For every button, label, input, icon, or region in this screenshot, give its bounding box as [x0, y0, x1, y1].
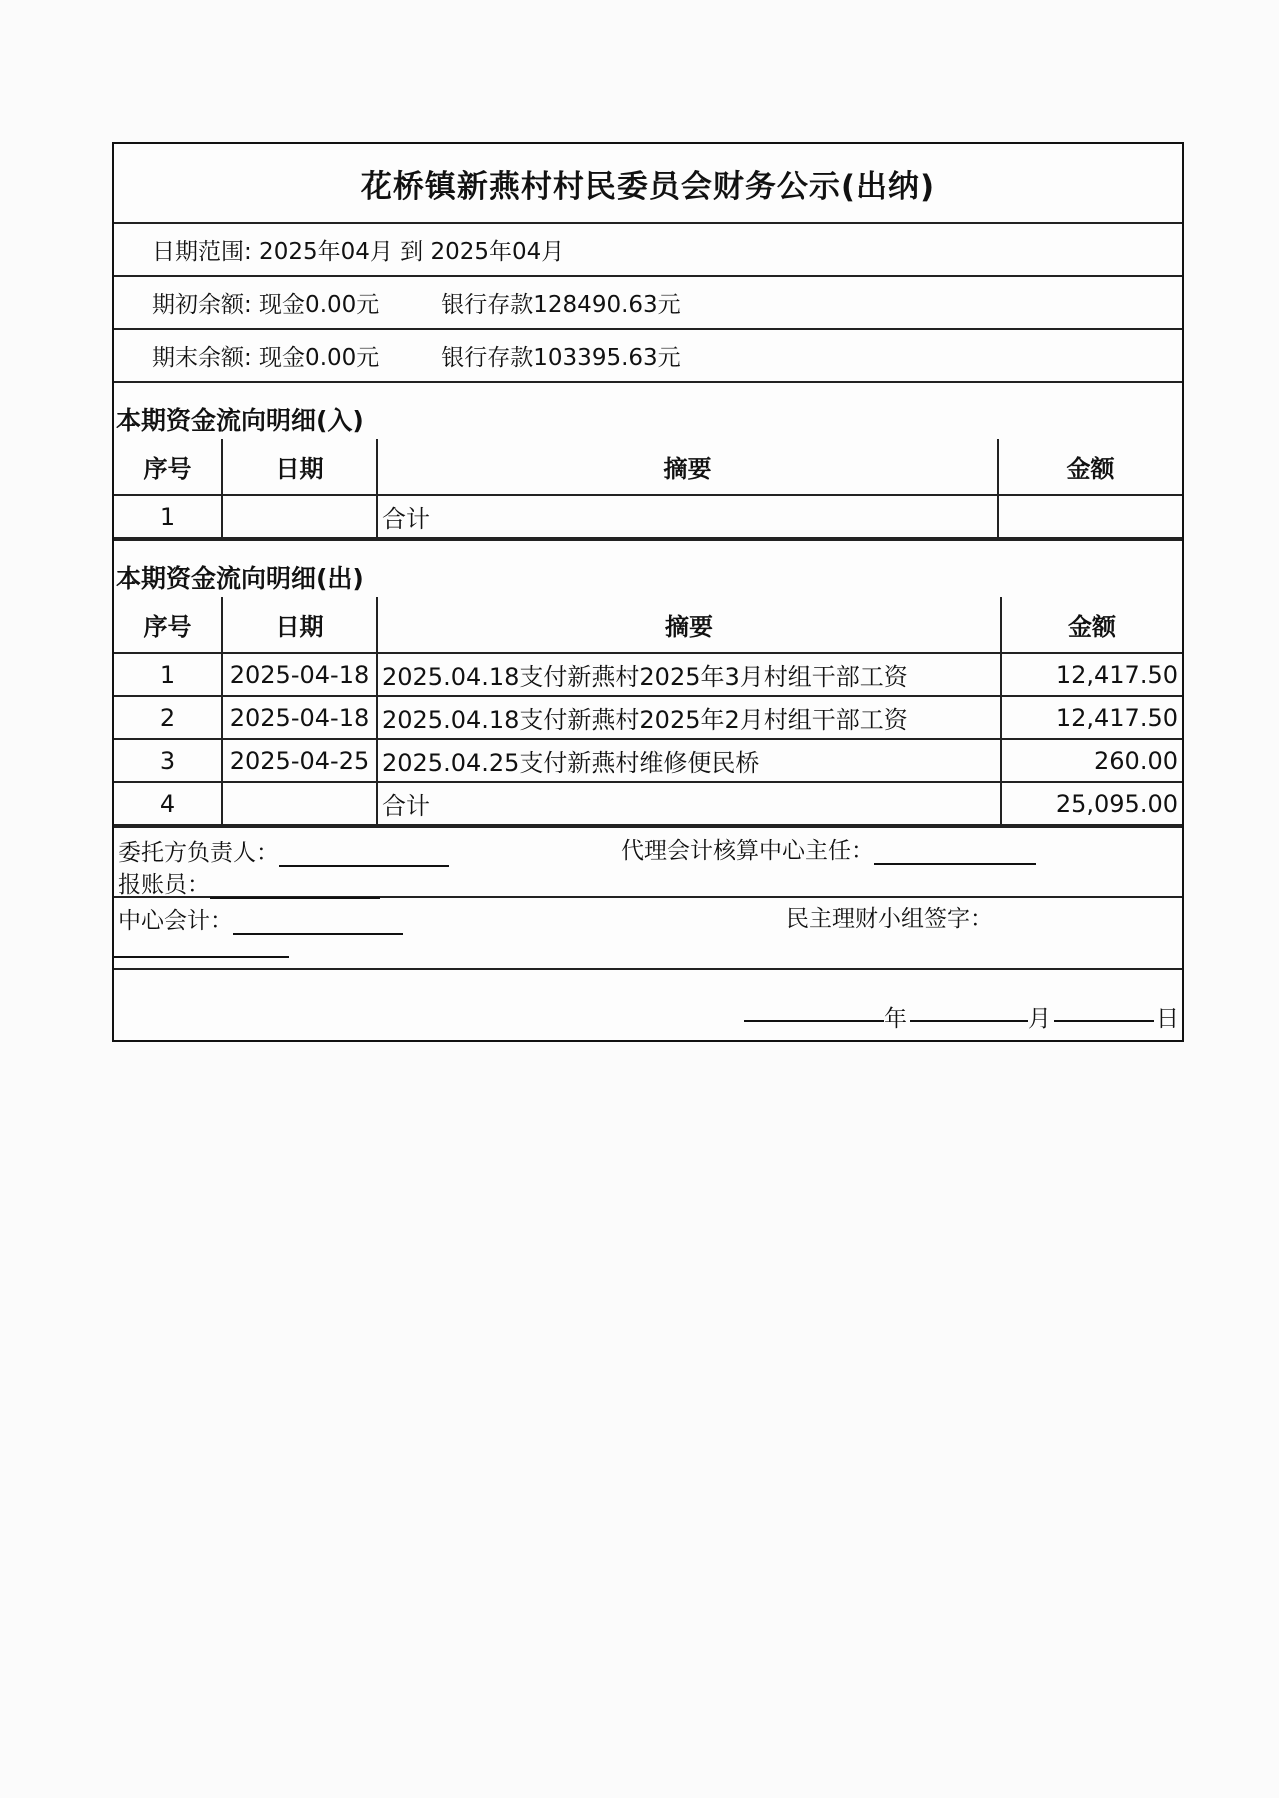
- row-amount: 260.00: [1001, 739, 1182, 782]
- col-header-desc: 摘要: [377, 597, 1001, 653]
- row-date: [222, 782, 377, 825]
- signature-block-1: [114, 826, 1182, 898]
- income-heading: 本期资金流向明细(入): [116, 406, 364, 435]
- row-date: [222, 495, 377, 538]
- table-row: [114, 782, 1182, 825]
- table-row: [114, 495, 1182, 538]
- center-accountant-signature: [118, 902, 403, 935]
- reimburser-signature: [118, 866, 380, 899]
- col-header-desc: 摘要: [377, 439, 998, 495]
- day-line: [1054, 1020, 1154, 1022]
- row-amount: 12,417.50: [1001, 696, 1182, 739]
- opening-cash: 期初余额: 现金0.00元: [152, 292, 380, 318]
- row-desc: 2025.04.25支付新燕村维修便民桥: [377, 739, 1001, 782]
- opening-balance-row: [114, 277, 1182, 330]
- page-title: 花桥镇新燕村村民委员会财务公示(出纳): [114, 144, 1182, 224]
- row-no: 3: [114, 739, 222, 782]
- director-signature-line: [874, 863, 1036, 865]
- principal-signature: [118, 834, 449, 867]
- center-accountant-signature-line: [233, 933, 403, 935]
- row-date: 2025-04-18: [222, 653, 377, 696]
- col-header-date: 日期: [222, 597, 377, 653]
- row-amount: 12,417.50: [1001, 653, 1182, 696]
- finance-group-signature-line: [114, 956, 289, 958]
- row-date: 2025-04-18: [222, 696, 377, 739]
- director-signature: [621, 832, 1036, 865]
- opening-bank: 银行存款128490.63元: [441, 292, 681, 318]
- expense-header-row: [114, 597, 1182, 653]
- col-header-no: 序号: [114, 439, 222, 495]
- month-label: 月: [1028, 1006, 1051, 1032]
- director-label: 代理会计核算中心主任：: [621, 838, 874, 864]
- income-header-row: [114, 439, 1182, 495]
- finance-notice-sheet: [112, 142, 1184, 1042]
- principal-label: 委托方负责人：: [118, 840, 279, 866]
- closing-balance-row: [114, 330, 1182, 383]
- row-desc: 合计: [377, 495, 998, 538]
- row-desc: 2025.04.18支付新燕村2025年2月村组干部工资: [377, 696, 1001, 739]
- date-row: [114, 970, 1182, 1040]
- col-header-date: 日期: [222, 439, 377, 495]
- table-row: [114, 653, 1182, 696]
- row-no: 4: [114, 782, 222, 825]
- closing-cash: 期末余额: 现金0.00元: [152, 345, 380, 371]
- signature-block-2: [114, 898, 1182, 970]
- row-no: 2: [114, 696, 222, 739]
- month-line: [910, 1020, 1028, 1022]
- year-line: [744, 1020, 884, 1022]
- table-row: [114, 696, 1182, 739]
- row-date: 2025-04-25: [222, 739, 377, 782]
- closing-bank: 银行存款103395.63元: [441, 345, 681, 371]
- day-label: 日: [1156, 1006, 1179, 1032]
- expense-table: [114, 597, 1182, 826]
- income-table: [114, 439, 1182, 539]
- row-desc: 2025.04.18支付新燕村2025年3月村组干部工资: [377, 653, 1001, 696]
- row-no: 1: [114, 653, 222, 696]
- date-range: 日期范围: 2025年04月 到 2025年04月: [152, 239, 565, 265]
- year-label: 年: [884, 1006, 907, 1032]
- row-no: 1: [114, 495, 222, 538]
- row-amount: 25,095.00: [1001, 782, 1182, 825]
- center-accountant-label: 中心会计：: [118, 908, 233, 934]
- row-amount: [998, 495, 1182, 538]
- finance-group-label: 民主理财小组签字：: [786, 906, 993, 932]
- expense-heading: 本期资金流向明细(出): [114, 539, 1182, 597]
- col-header-amount: 金额: [1001, 597, 1182, 653]
- reimburser-label: 报账员：: [118, 872, 210, 898]
- date-range-row: [114, 224, 1182, 277]
- row-desc: 合计: [377, 782, 1001, 825]
- col-header-no: 序号: [114, 597, 222, 653]
- col-header-amount: 金额: [998, 439, 1182, 495]
- table-row: [114, 739, 1182, 782]
